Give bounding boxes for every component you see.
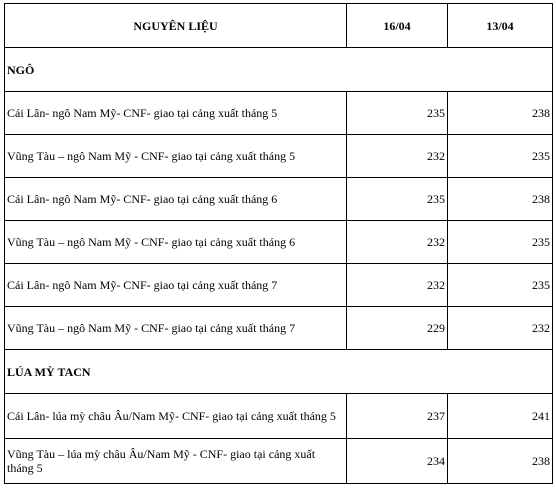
price-16-04: 232 [347, 264, 448, 307]
price-16-04: 235 [347, 92, 448, 135]
section-row-corn [5, 48, 553, 92]
price-16-04: 235 [347, 178, 448, 221]
price-13-04: 235 [448, 264, 553, 307]
table-row [5, 394, 553, 439]
material-name: Vũng Tàu – lúa mỳ châu Âu/Nam Mỹ - CNF- giao tại cảng xuất tháng 5 [5, 439, 347, 484]
price-16-04: 237 [347, 394, 448, 439]
price-13-04: 241 [448, 394, 553, 439]
header-date-1: 16/04 [347, 4, 448, 48]
material-name: Cái Lân- ngô Nam Mỹ- CNF- giao tại cảng xuất tháng 7 [5, 264, 347, 307]
header-date-2: 13/04 [448, 4, 553, 48]
material-name: Vũng Tàu – ngô Nam Mỹ - CNF- giao tại cảng xuất tháng 5 [5, 135, 347, 178]
price-16-04: 232 [347, 221, 448, 264]
material-name: Vũng Tàu – ngô Nam Mỹ - CNF- giao tại cảng xuất tháng 6 [5, 221, 347, 264]
price-13-04: 238 [448, 439, 553, 484]
price-13-04: 232 [448, 307, 553, 350]
table-row [5, 221, 553, 264]
header-row [5, 4, 553, 48]
section-row-wheat [5, 350, 553, 394]
table-row [5, 307, 553, 350]
table-row [5, 92, 553, 135]
material-name: Cái Lân- ngô Nam Mỹ- CNF- giao tại cảng xuất tháng 5 [5, 92, 347, 135]
material-name: Cái Lân- ngô Nam Mỹ- CNF- giao tại cảng xuất tháng 6 [5, 178, 347, 221]
table-row [5, 135, 553, 178]
price-13-04: 238 [448, 178, 553, 221]
header-material: NGUYÊN LIỆU [5, 4, 347, 48]
material-name: Cái Lân- lúa mỳ châu Âu/Nam Mỹ- CNF- giao tại cảng xuất tháng 5 [5, 394, 347, 439]
price-13-04: 235 [448, 221, 553, 264]
price-table [4, 3, 553, 484]
price-16-04: 232 [347, 135, 448, 178]
table-row [5, 178, 553, 221]
price-16-04: 229 [347, 307, 448, 350]
section-title: NGÔ [5, 48, 553, 92]
table-row [5, 439, 553, 484]
table-row [5, 264, 553, 307]
section-title: LÚA MỲ TACN [5, 350, 553, 394]
price-13-04: 235 [448, 135, 553, 178]
price-13-04: 238 [448, 92, 553, 135]
material-name: Vũng Tàu – ngô Nam Mỹ - CNF- giao tại cảng xuất tháng 7 [5, 307, 347, 350]
price-16-04: 234 [347, 439, 448, 484]
